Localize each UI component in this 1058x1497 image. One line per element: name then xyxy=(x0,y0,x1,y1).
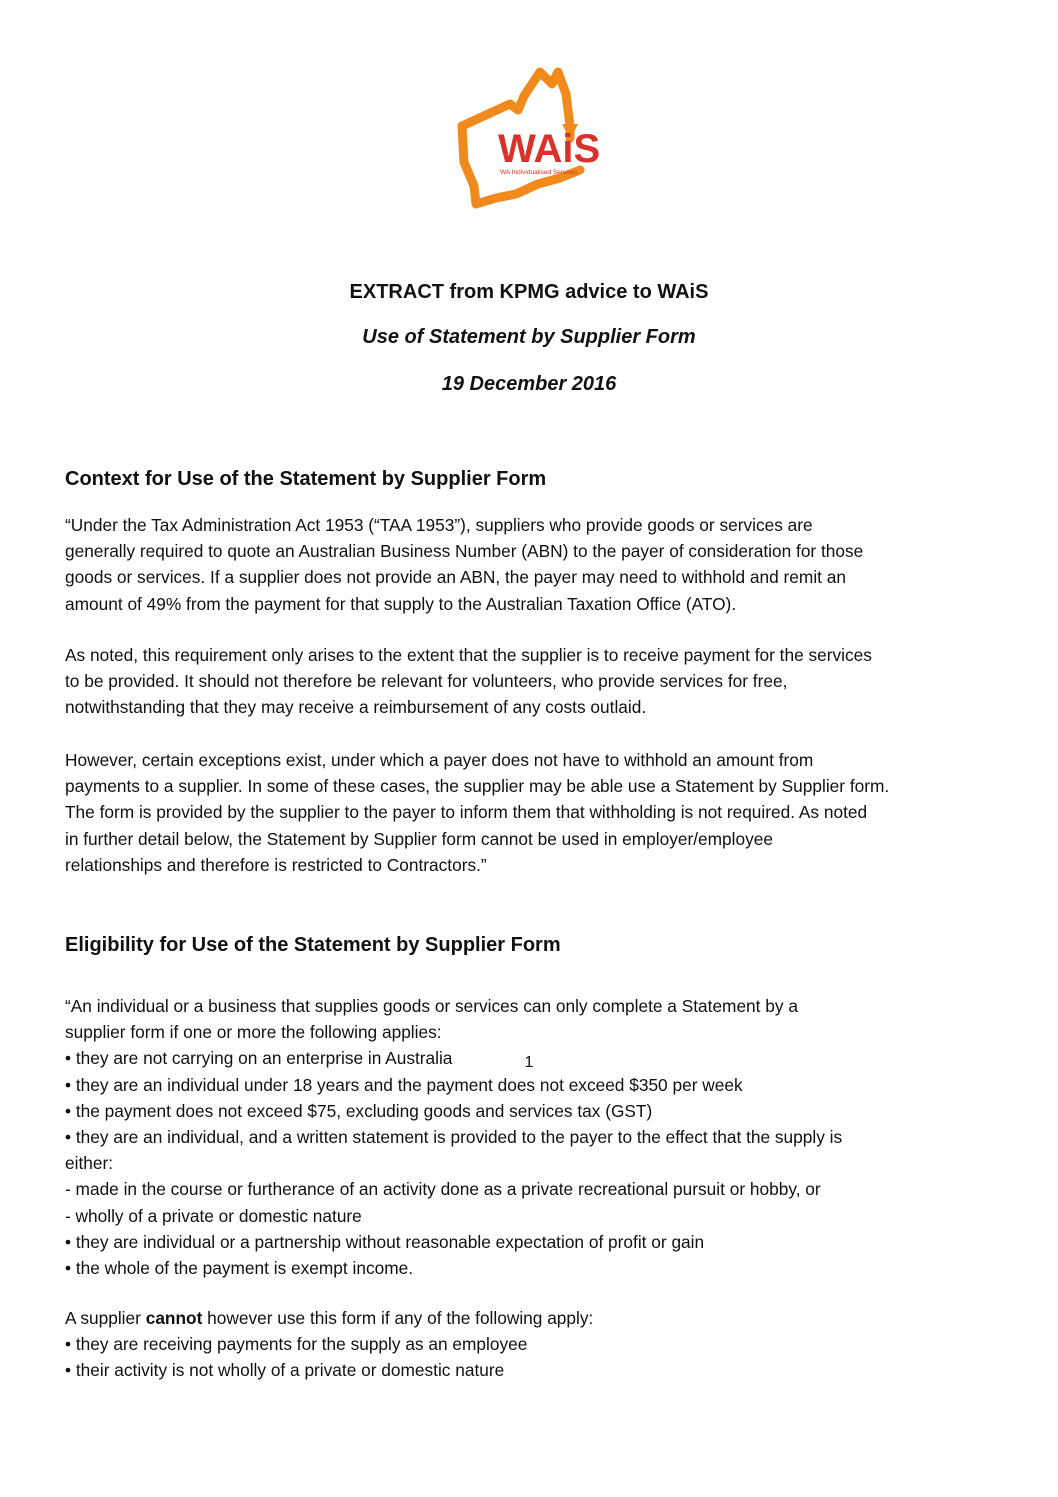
document-subtitle: Use of Statement by Supplier Form xyxy=(362,326,696,348)
cannot-paragraph xyxy=(65,1305,1005,1384)
list-item: • they are receiving payments for the supply as an employee xyxy=(65,1334,528,1355)
list-item: - wholly of a private or domestic nature xyxy=(65,1205,362,1226)
logo-subtext: WA Individualised Services xyxy=(500,169,578,176)
document-date: 19 December 2016 xyxy=(441,373,617,395)
text-line: goods or services. If a supplier does not provide an ABN, the payer may need to withhold and remit an xyxy=(65,567,846,588)
text-line: in further detail below, the Statement by Supplier form cannot be used in employer/employee xyxy=(65,828,773,849)
list-item: • their activity is not wholly of a private or domestic nature xyxy=(65,1360,505,1381)
cannot-prefix: A supplier xyxy=(65,1308,146,1328)
text-line: either: xyxy=(65,1153,114,1174)
cannot-suffix: however use this form if any of the following apply: xyxy=(202,1308,594,1328)
section-heading-context: Context for Use of the Statement by Supplier Form xyxy=(65,468,547,490)
text-line: generally required to quote an Australian Business Number (ABN) to the payer of consideration for those xyxy=(65,541,864,562)
eligibility-list xyxy=(65,993,1005,1281)
logo-wordmark: WAiS xyxy=(498,127,601,171)
page-number: 1 xyxy=(524,1054,534,1071)
text-line: amount of 49% from the payment for that supply to the Australian Taxation Office (ATO). xyxy=(65,593,737,614)
text-line: relationships and therefore is restricted to Contractors.” xyxy=(65,854,487,875)
list-item: • the whole of the payment is exempt income. xyxy=(65,1258,414,1279)
text-line: to be provided. It should not therefore be relevant for volunteers, who provide services for free, xyxy=(65,671,788,692)
text-line: notwithstanding that they may receive a reimbursement of any costs outlaid. xyxy=(65,697,647,718)
list-item: • they are an individual under 18 years and the payment does not exceed $350 per week xyxy=(65,1074,743,1095)
list-item: • they are individual or a partnership without reasonable expectation of profit or gain xyxy=(65,1231,705,1252)
text-line: As noted, this requirement only arises to the extent that the supplier is to receive payment for the services xyxy=(65,645,872,665)
text-line xyxy=(65,1305,1005,1331)
list-item: - made in the course or furtherance of an activity done as a private recreational pursuit or hobby, or xyxy=(65,1179,821,1200)
list-item: • they are an individual, and a written statement is provided to the payer to the effect that the supply is xyxy=(65,1127,843,1148)
context-paragraph-2 xyxy=(65,642,1005,721)
text-line: supplier form if one or more the following applies: xyxy=(65,1022,442,1043)
text-line: “An individual or a business that supplies goods or services can only complete a Statement by a xyxy=(65,996,798,1016)
text-line: “Under the Tax Administration Act 1953 (“TAA 1953”), suppliers who provide goods or services are xyxy=(65,515,813,535)
list-item: • they are not carrying on an enterprise in Australia xyxy=(65,1048,453,1069)
cannot-emphasis: cannot xyxy=(145,1308,203,1328)
list-item: • the payment does not exceed $75, excluding goods and services tax (GST) xyxy=(65,1100,653,1121)
text-line: The form is provided by the supplier to the payer to inform them that withholding is not required. As noted xyxy=(65,802,868,823)
context-paragraph-1 xyxy=(65,512,1005,617)
context-paragraph-3 xyxy=(65,747,1005,878)
document-title: EXTRACT from KPMG advice to WAiS xyxy=(349,281,709,303)
text-line: However, certain exceptions exist, under which a payer does not have to withhold an amount from xyxy=(65,750,814,770)
section-heading-eligibility: Eligibility for Use of the Statement by Supplier Form xyxy=(65,934,561,956)
wais-logo xyxy=(452,66,602,212)
text-line: payments to a supplier. In some of these cases, the supplier may be able use a Statement by Supplier form. xyxy=(65,776,890,797)
wais-logo-graphic xyxy=(452,66,602,212)
